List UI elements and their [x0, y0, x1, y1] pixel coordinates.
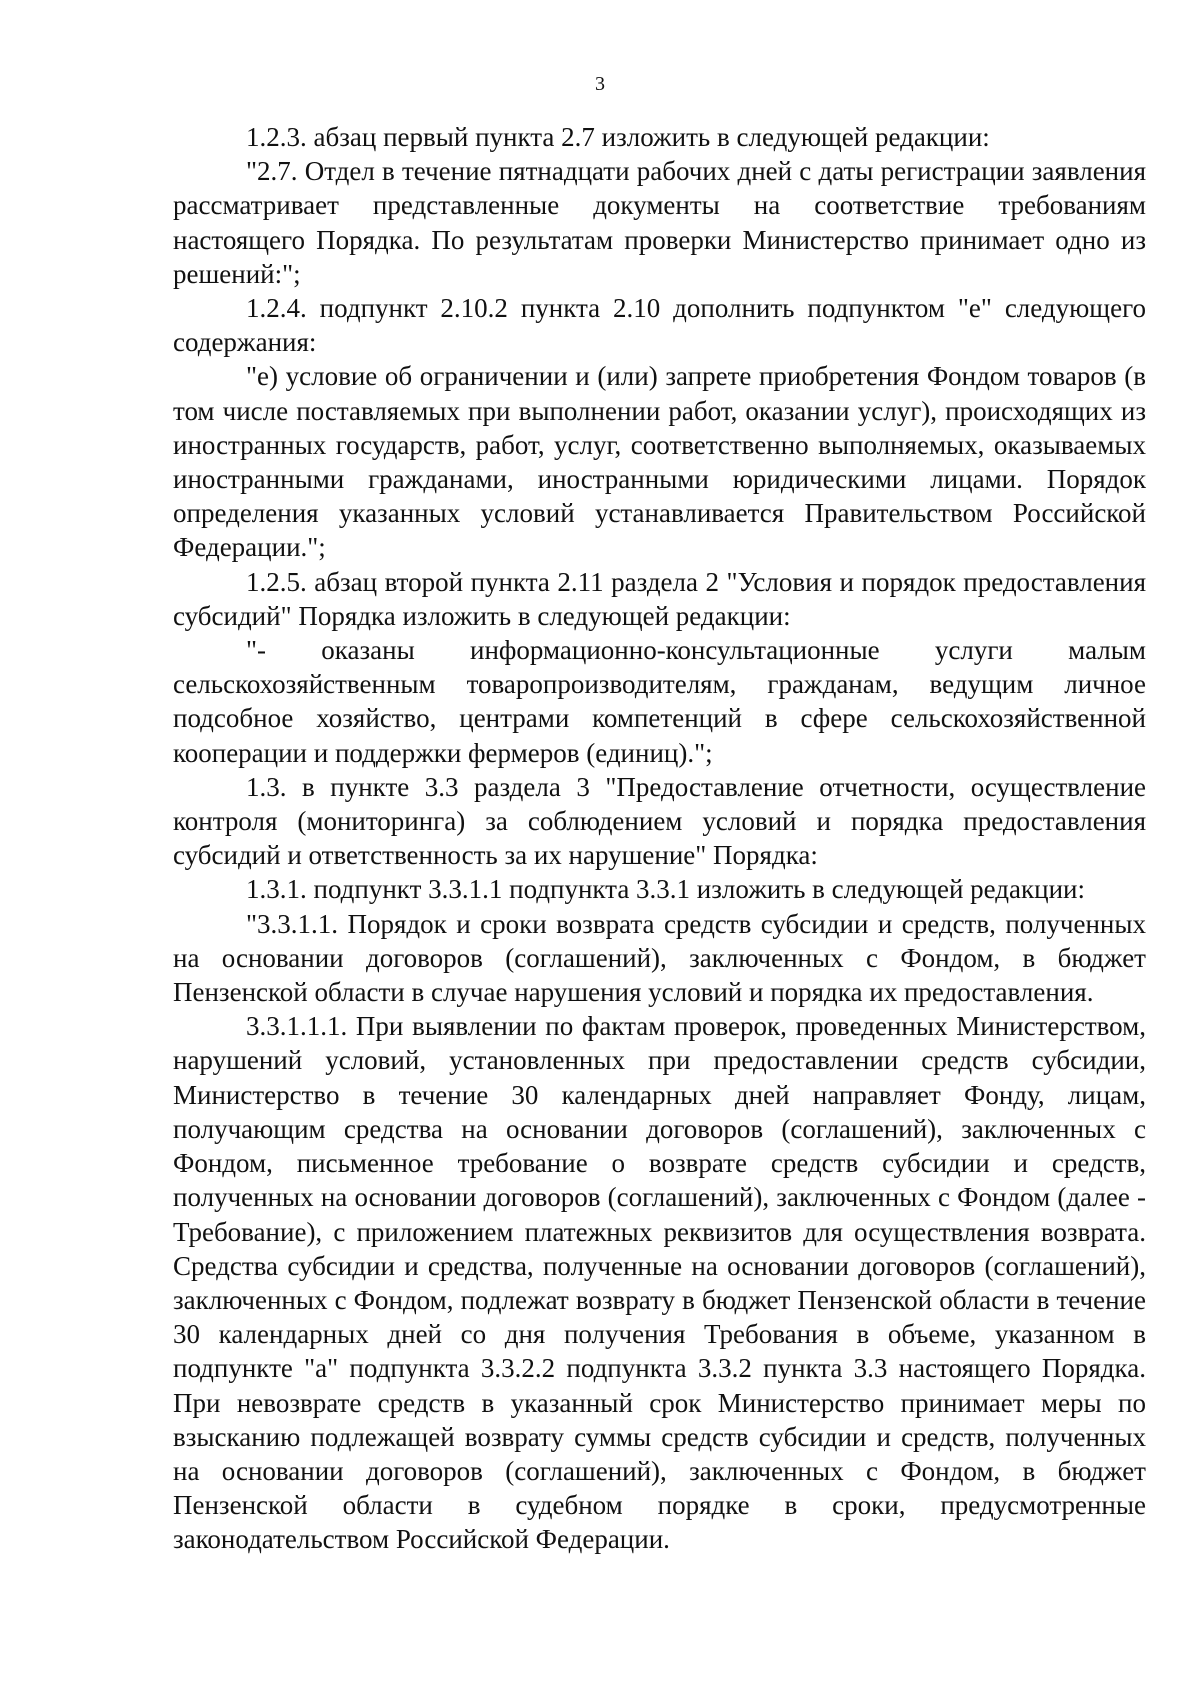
paragraph-1-3-1: 1.3.1. подпункт 3.3.1.1 подпункта 3.3.1 изложить в следующей редакции: — [246, 874, 1085, 905]
paragraph-2-11-text: "- оказаны информационно-консультационные услуги малым сельскохозяйственным товаропроизводителям, гражданам, ведущим личное подсобное хозяйство, центрами компетенций в сфере сельскохозяйственной кооперации и поддержки фермеров (единиц)."; — [173, 635, 1146, 768]
paragraph-1-3: 1.3. в пункте 3.3 раздела 3 "Предоставление отчетности, осуществление контроля (мониторинга) за соблюдением условий и порядка предоставления субсидий и ответственность за их нарушение" Порядка: — [173, 771, 1146, 871]
paragraph-2-7-text: "2.7. Отдел в течение пятнадцати рабочих дней с даты регистрации заявления рассматривает представленные документы на соответствие требованиям настоящего Порядка. По результатам проверки Министерство принимает одно из решений:"; — [173, 156, 1146, 289]
paragraph-subpoint-e-text: "е) условие об ограничении и (или) запрете приобретения Фондом товаров (в том числе поставляемых при выполнении работ, оказании услуг), происходящих из иностранных государств, работ, услуг, соответственно выполняемых, оказываемых иностранными гражданами, иностранными юридическими лицами. Порядок определения указанных условий устанавливается Правительством Российской Федерации."; — [173, 361, 1146, 563]
paragraph-1-2-5: 1.2.5. абзац второй пункта 2.11 раздела 2 "Условия и порядок предоставления субсидий" Порядка изложить в следующей редакции: — [173, 566, 1146, 631]
paragraph-1-2-4: 1.2.4. подпункт 2.10.2 пункта 2.10 дополнить подпунктом "е" следующего содержания: — [173, 293, 1146, 358]
document-body — [173, 120, 1146, 1557]
paragraph-3-3-1-1-1-text: 3.3.1.1.1. При выявлении по фактам проверок, проведенных Министерством, нарушений условий, установленных при предоставлении средств субсидии, Министерство в течение 30 календарных дней направляет Фонду, лицам, получающим средства на основании договоров (соглашений), заключенных с Фондом, письменное требование о возврате средств субсидии и средств, полученных на основании договоров (соглашений), заключенных с Фондом (далее - Требование), с приложением платежных реквизитов для осуществления возврата. Средства субсидии и средства, полученные на основании договоров (соглашений), заключенных с Фондом, подлежат возврату в бюджет Пензенской области в течение 30 календарных дней со дня получения Требования в объеме, указанном в подпункте "а" подпункта 3.3.2.2 подпункта 3.3.2 пункта 3.3 настоящего Порядка. При невозврате средств в указанный срок Министерство принимает меры по взысканию подлежащей возврату суммы средств субсидии и средств, полученных на основании договоров (соглашений), заключенных с Фондом, в бюджет Пензенской области в судебном порядке в сроки, предусмотренные законодательством Российской Федерации. — [173, 1011, 1146, 1555]
paragraph-3-3-1-1-text: "3.3.1.1. Порядок и сроки возврата средств субсидии и средств, полученных на основании договоров (соглашений), заключенных с Фондом, в бюджет Пензенской области в случае нарушения условий и порядка их предоставления. — [173, 908, 1146, 1008]
page-number: 3 — [595, 73, 605, 95]
paragraph-1-2-3: 1.2.3. абзац первый пункта 2.7 изложить в следующей редакции: — [246, 122, 990, 152]
